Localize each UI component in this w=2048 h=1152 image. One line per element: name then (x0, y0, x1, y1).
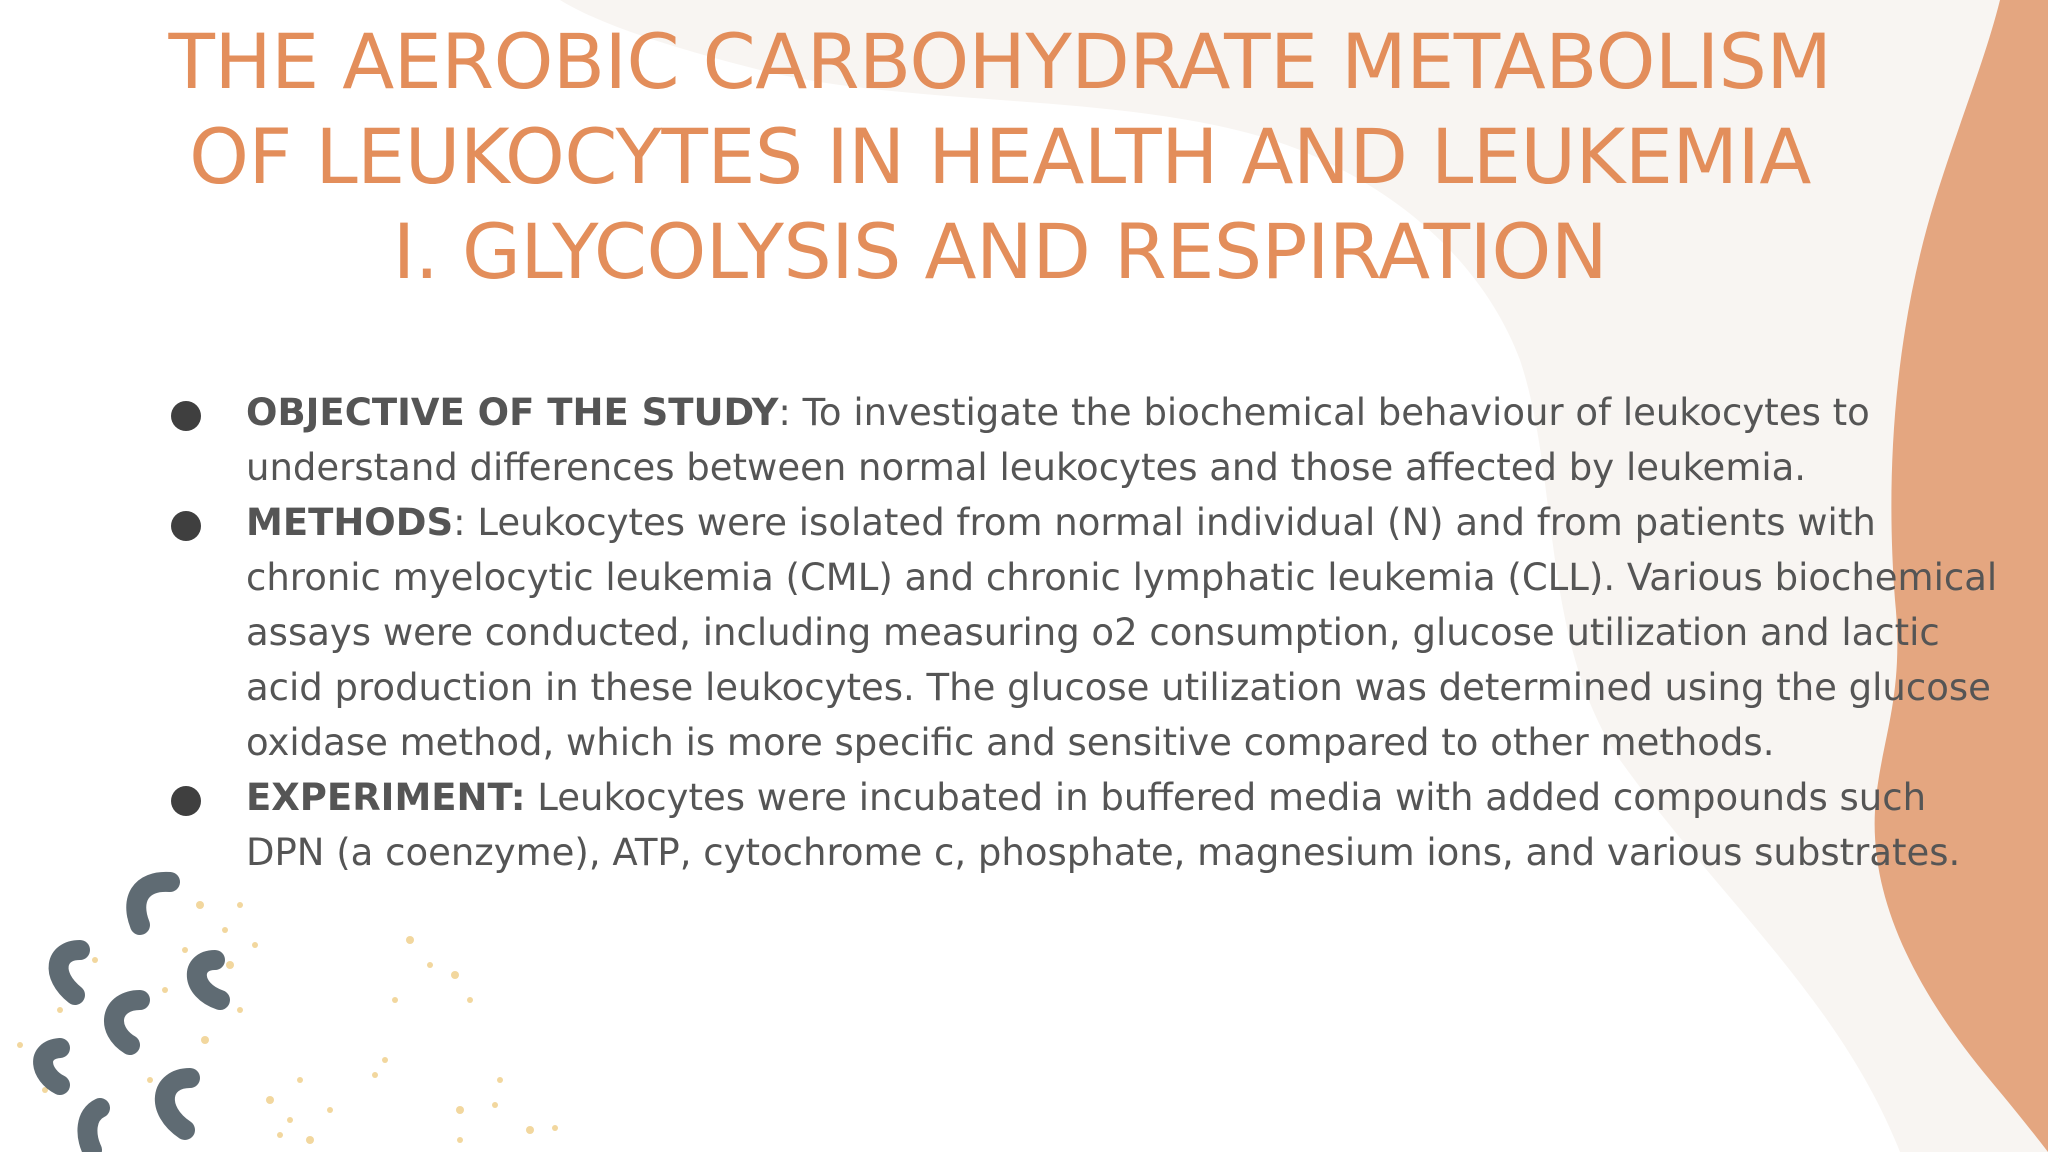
bullet-text: Leukocytes were incubated in buffered media with added compounds such DPN (a coenzyme), ATP, cytochrome c, phosphate, magnesium ions, and various substrates. (246, 776, 1961, 874)
bullet-label: METHODS (246, 501, 454, 544)
bullet-dot-icon (171, 401, 201, 431)
bullet-label: EXPERIMENT: (246, 776, 526, 819)
bullet-objective (0, 385, 2048, 495)
bullet-dot-icon (171, 786, 201, 816)
bullet-methods (0, 495, 2048, 770)
bullet-dot-icon (171, 511, 201, 541)
slide-title: THE AEROBIC CARBOHYDRATE METABOLISM OF LEUKOCYTES IN HEALTH AND LEUKEMIA I. GLYCOLYSIS AND RESPIRATION (168, 17, 1832, 296)
bullet-experiment (0, 770, 2048, 880)
bullet-label: OBJECTIVE OF THE STUDY (246, 391, 779, 434)
squiggle-cluster (43, 882, 220, 1150)
bullet-list (0, 385, 2048, 880)
bullet-text: : Leukocytes were isolated from normal individual (N) and from patients with chronic myelocytic leukemia (CML) and chronic lymphatic leukemia (CLL). Various biochemical assays were conducted, including measuring o2 consumption, glucose utilization and lactic acid production in these leukocytes. The glucose utilization was determined using the glucose oxidase method, which is more specific and sensitive compared to other methods. (246, 501, 1998, 764)
bullet-text: : To investigate the biochemical behaviour of leukocytes to understand differences between normal leukocytes and those affected by leukemia. (246, 391, 1870, 489)
